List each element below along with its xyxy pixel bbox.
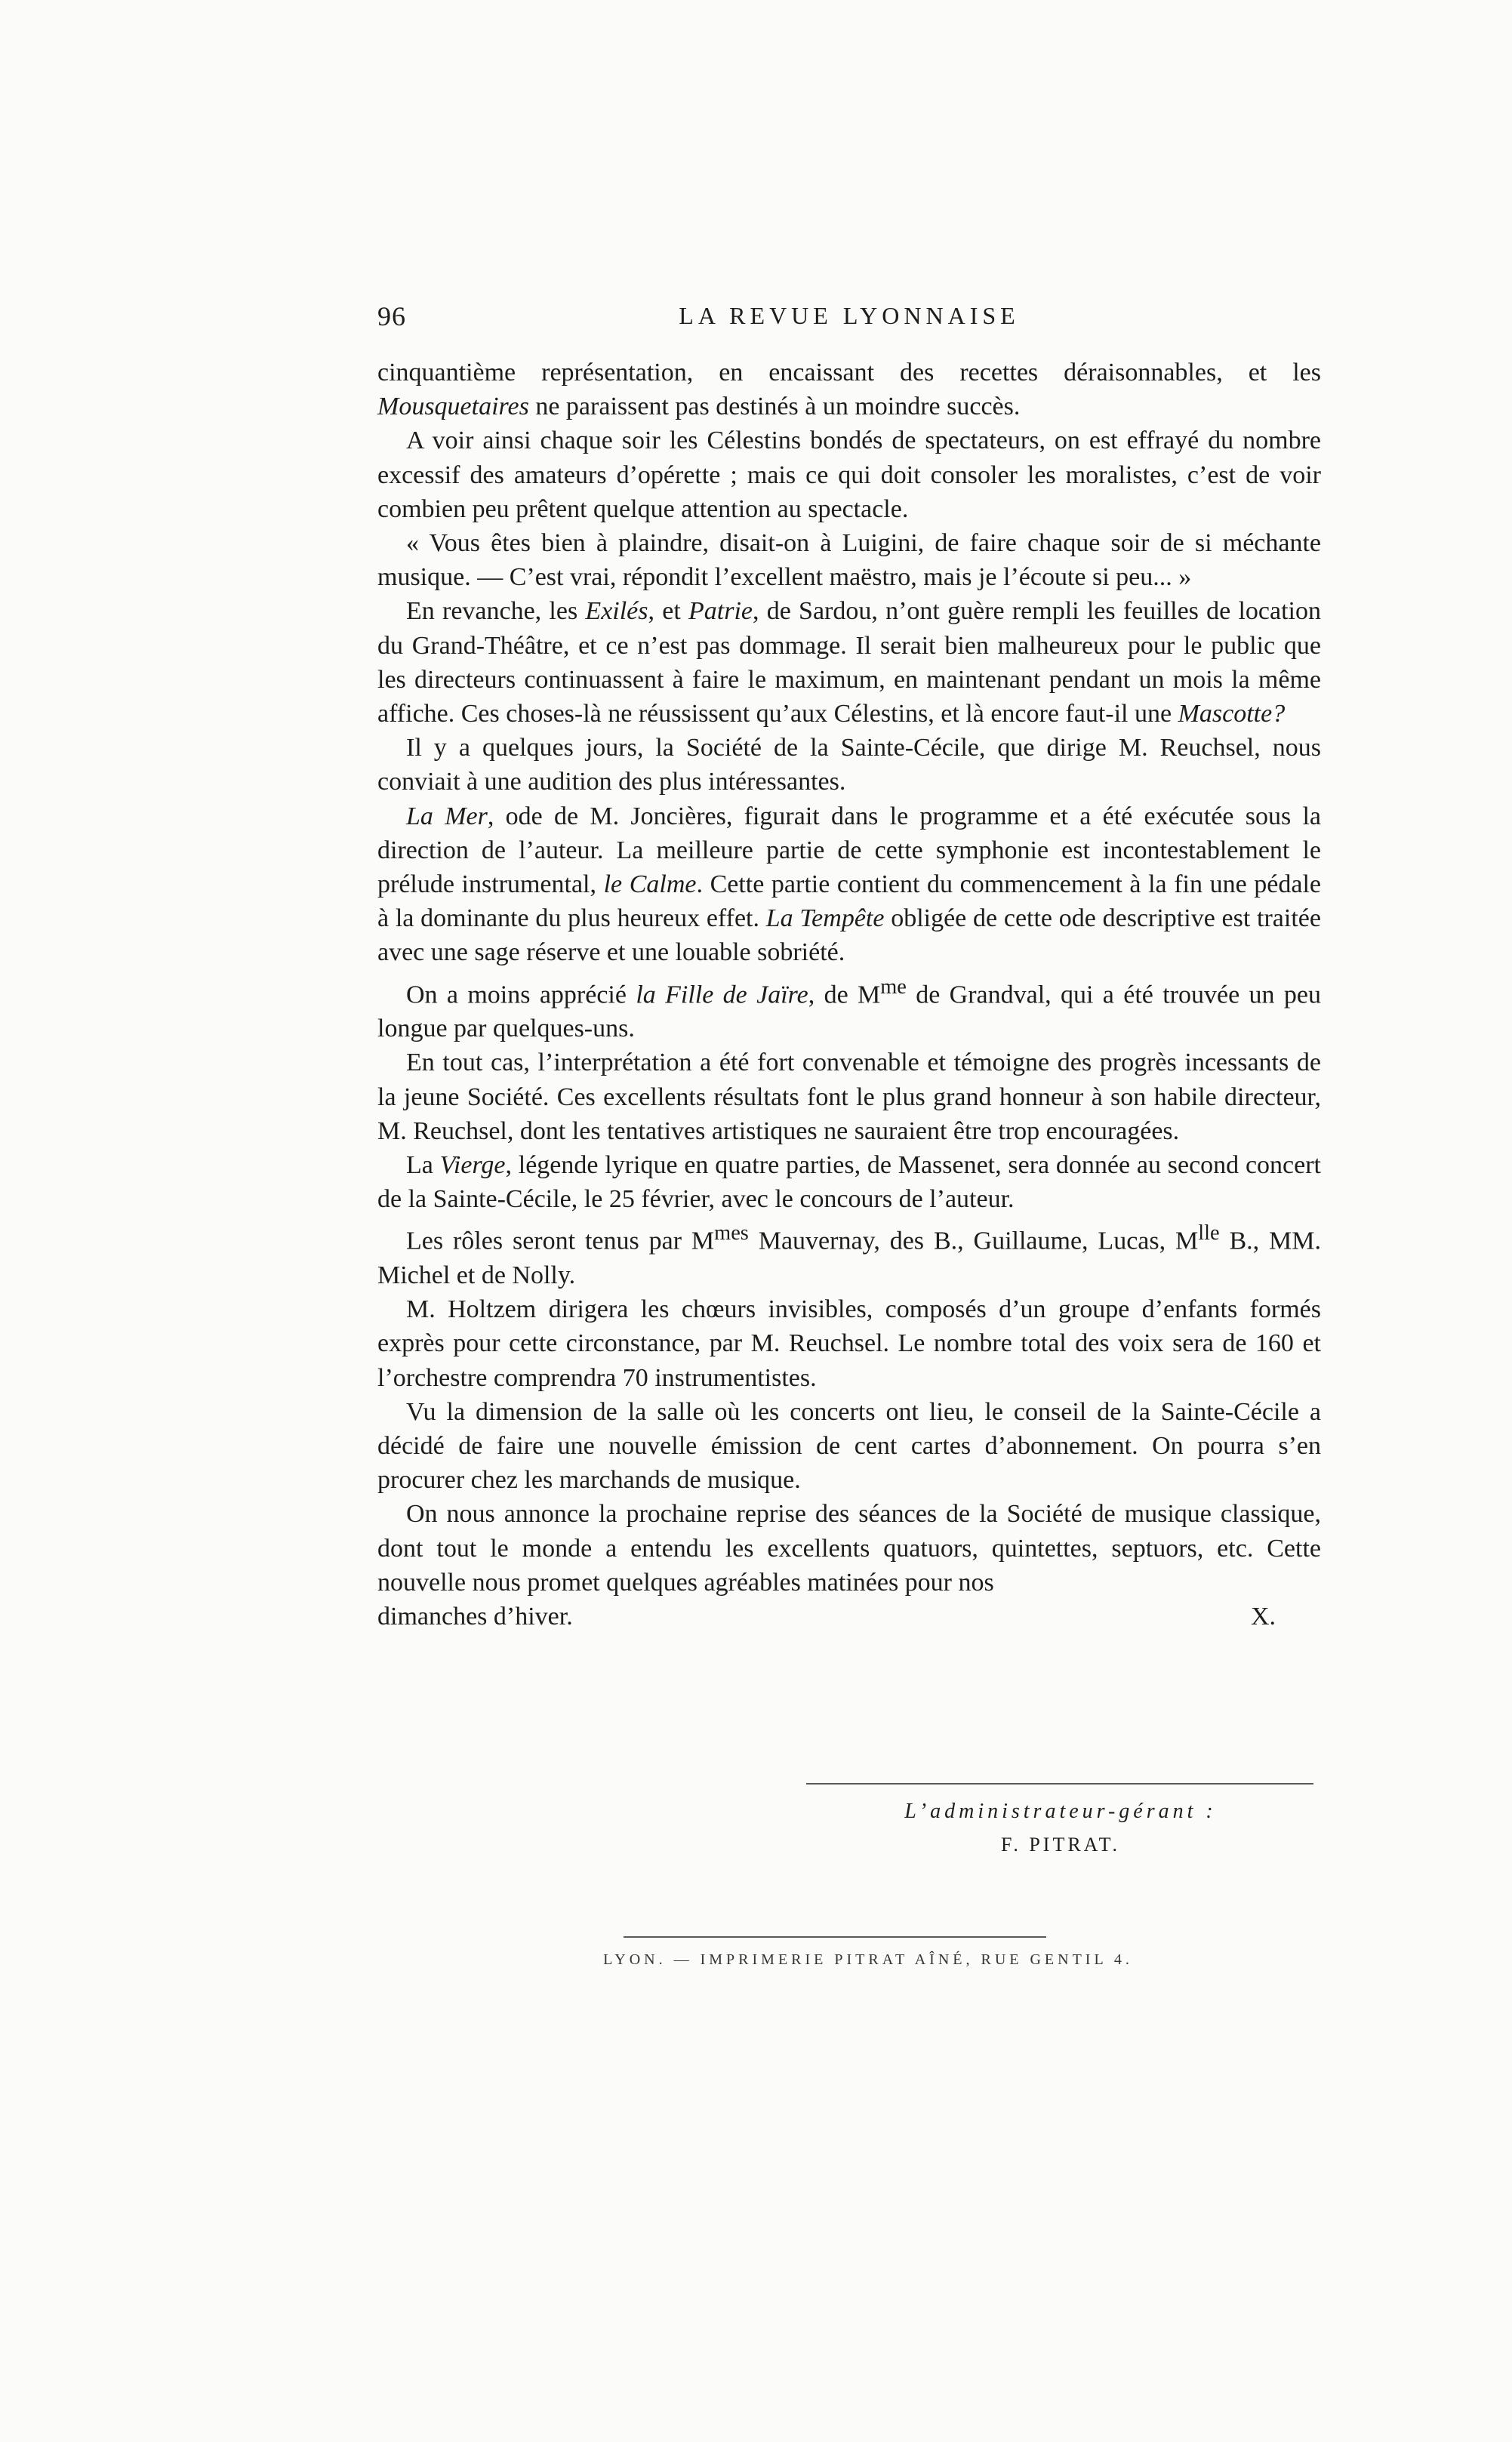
italic-title: Vierge (439, 1151, 506, 1179)
italic-title: Mascotte? (1178, 700, 1286, 728)
paragraph: M. Holtzem dirigera les chœurs invisibles, composés d’un groupe d’enfants formés exprès pour cette circonstance, par M. Reuchsel. Le nombre total des voix sera de 160 et l’orchestre comprendra 70 instrumentistes. (377, 1295, 1321, 1392)
paragraph: Vu la dimension de la salle où les concerts ont lieu, le conseil de la Sainte-Cécile a décidé de faire une nouvelle émission de cent cartes d’abonnement. On pourra s’en procurer chez les marchands de musique. (377, 1397, 1321, 1495)
paragraph: Les rôles seront tenus par $M^{mes}$ Mauvernay, des B., Guillaume, Lucas, $M^{lle}$ B., MM. Michel et de Nolly. (377, 1221, 1322, 1289)
italic-title: la Fille de Jaïre (636, 980, 808, 1009)
superscript: lle (1198, 1221, 1220, 1246)
paragraph: « Vous êtes bien à plaindre, disait-on à Luigini, de faire chaque soir de si méchante musique. — C’est vrai, répondit l’excellent maëstro, mais je l’écoute si peu... » (377, 529, 1321, 592)
page-number: 96 (377, 301, 406, 331)
italic-title: Exilés (585, 597, 648, 626)
paragraph: On a moins apprécié la Fille de Jaïre, de $M^{me}$ de Grandval, qui a été trouvée un peu longue par quelques-uns. (377, 975, 1321, 1043)
paragraph: On nous annonce la prochaine reprise des séances de la Société de musique classique, dont tout le monde a entendu les excellents quatuors, quintettes, septuors, etc. Cette nouvelle nous promet quelques agréables matinées pour nos (377, 1500, 1321, 1597)
italic-title: Mousquetaires (377, 393, 529, 421)
article-body (377, 356, 1321, 1634)
italic-title: La Tempête (765, 904, 885, 933)
paragraph: La Mer, ode de M. Joncières, figurait dans le programme et a été exécutée sous la direction de l’auteur. La meilleure partie de cette symphonie est incontestablement le prélude instrumental, le Calme. Cette partie contient du commencement à la fin une pédale à la dominante du plus heureux effet. La Tempête obligée de cette ode descriptive est traitée avec une sage réserve et une louable sobriété. (377, 802, 1321, 967)
superscript: mes (714, 1221, 749, 1246)
administrator-title: L’administrateur-gérant : (904, 1800, 1217, 1823)
paragraph: En revanche, les Exilés, et Patrie, de Sardou, n’ont guère rempli les feuilles de location du Grand-Théâtre, et ce n’est pas dommage. Il serait bien malheureux pour le public que les directeurs continuassent à faire le maximum, en maintenant pendant un mois la même affiche. Ces choses-là ne réussissent qu’aux Célestins, et là encore faut-il une Mascotte? (377, 597, 1321, 728)
administrator-name: F. PITRAT. (1000, 1834, 1121, 1855)
author-signature: X. (1250, 1602, 1276, 1631)
superscript: me (880, 975, 907, 999)
paragraph: La Vierge, légende lyrique en quatre parties, de Massenet, sera donnée au second concert de la Sainte-Cécile, le 25 février, avec le concours de l’auteur. (377, 1151, 1321, 1214)
imprint-rule (624, 1936, 1046, 1938)
italic-title: le Calme (603, 870, 697, 899)
signature-rule (806, 1783, 1313, 1785)
closing-text: dimanches d’hiver. (377, 1602, 573, 1631)
closing-line (377, 1600, 1321, 1634)
paragraph: Il y a quelques jours, la Société de la Sainte-Cécile, que dirige M. Reuchsel, nous conviait à une audition des plus intéressantes. (377, 734, 1321, 796)
running-title: LA REVUE LYONNAISE (679, 302, 1020, 329)
italic-title: Patrie (688, 597, 753, 626)
paragraph: cinquantième représentation, en encaissant des recettes déraisonnables, et les Mousquetaires ne paraissent pas destinés à un moindre succès. (377, 359, 1321, 421)
administrator-block (808, 1795, 1313, 1862)
printer-imprint: LYON. — IMPRIMERIE PITRAT AÎNÉ, RUE GENTIL 4. (603, 1951, 1133, 1968)
page-header (377, 300, 1321, 338)
paragraph: En tout cas, l’interprétation a été fort convenable et témoigne des progrès incessants de la jeune Société. Ces excellents résultats font le plus grand honneur à son habile directeur, M. Reuchsel, dont les tentatives artistiques ne sauraient être trop encouragées. (377, 1049, 1321, 1145)
paragraph: A voir ainsi chaque soir les Célestins bondés de spectateurs, on est effrayé du nombre excessif des amateurs d’opérette ; mais ce qui doit consoler les moralistes, c’est de voir combien peu prêtent quelque attention au spectacle. (377, 427, 1321, 523)
italic-title: La Mer (406, 802, 488, 830)
